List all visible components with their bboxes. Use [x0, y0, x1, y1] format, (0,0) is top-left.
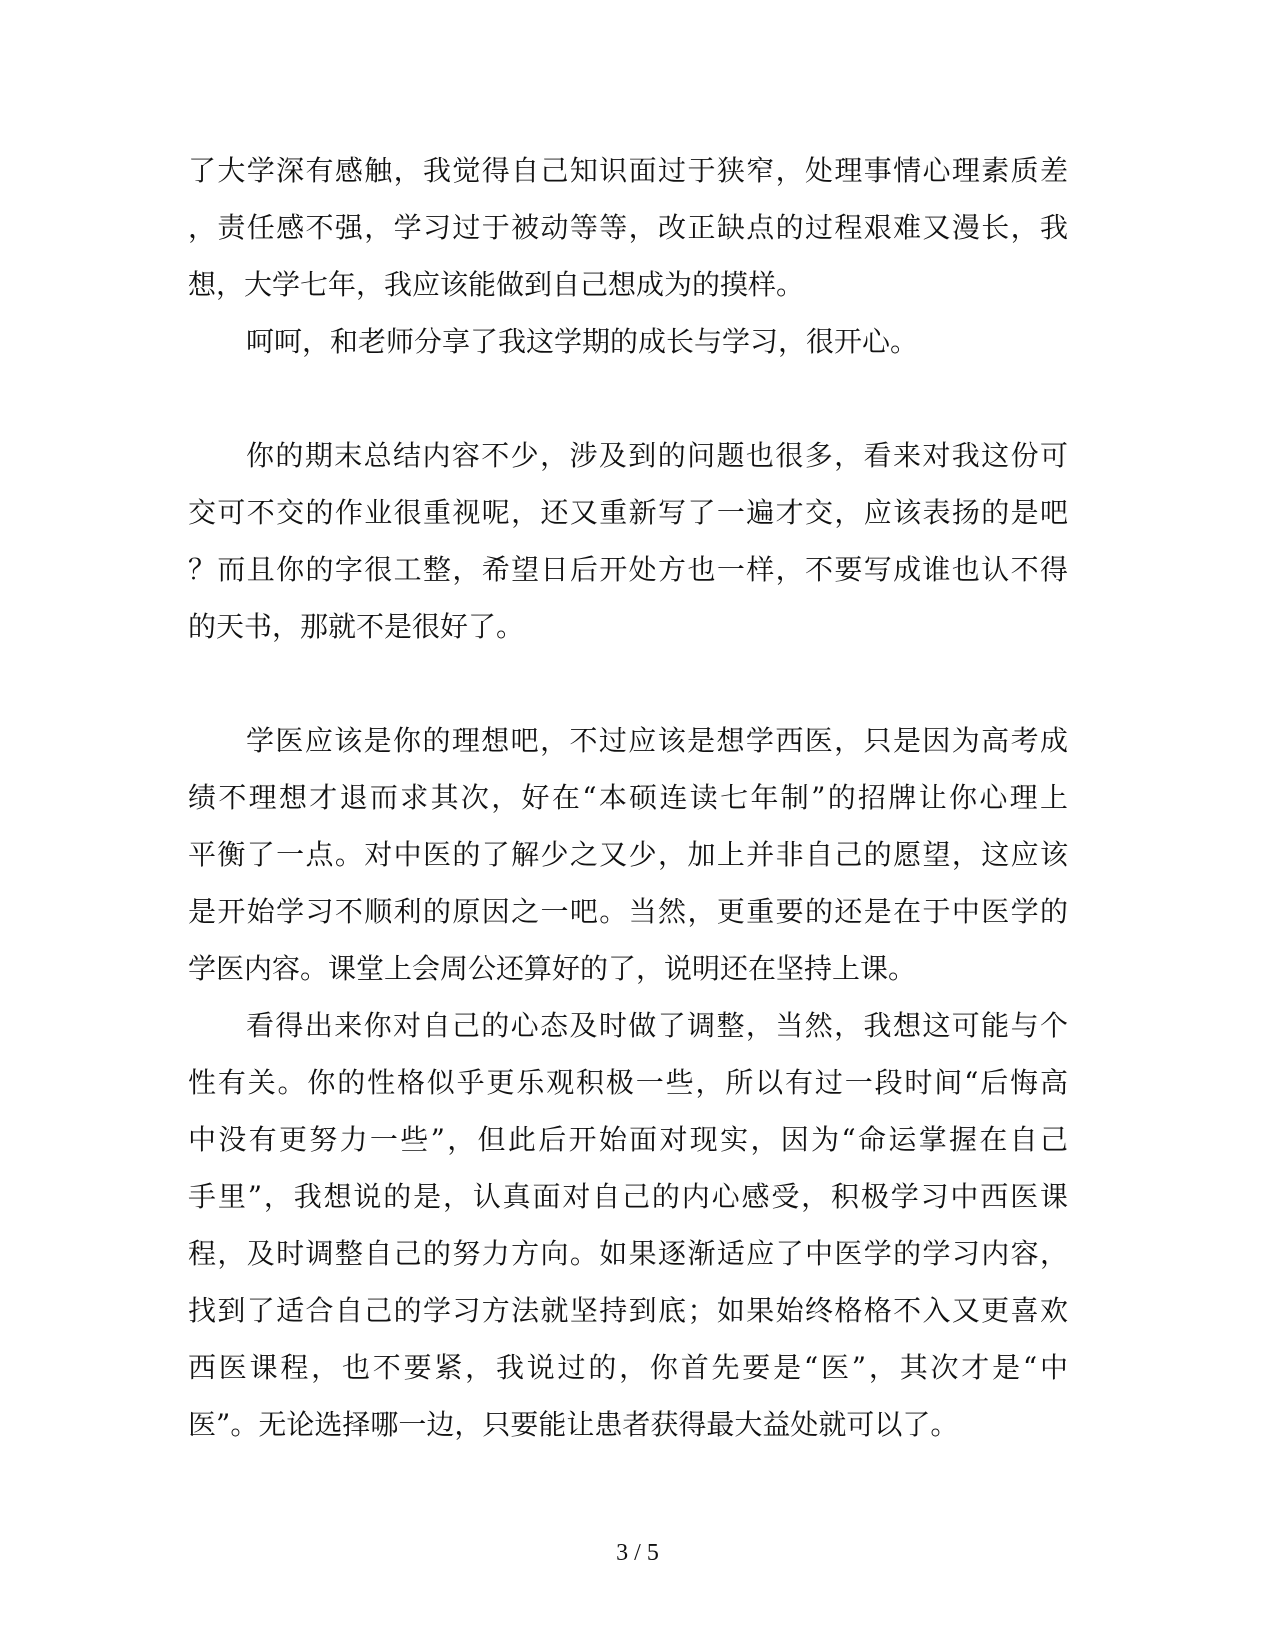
paragraph-line: 是开始学习不顺利的原因之一吧。当然，更重要的还是在于中医学的: [188, 895, 1068, 928]
paragraph-spacer: [188, 655, 1068, 712]
paragraph-line: 找到了适合自己的学习方法就坚持到底；如果始终格格不入又更喜欢: [188, 1294, 1068, 1327]
paragraph-line: 医”。无论选择哪一边，只要能让患者获得最大益处就可以了。: [188, 1408, 959, 1441]
paragraph-line: 程，及时调整自己的努力方向。如果逐渐适应了中医学的学习内容，: [188, 1237, 1068, 1270]
paragraph-line: 了大学深有感触，我觉得自己知识面过于狭窄，处理事情心理素质差: [188, 154, 1068, 187]
paragraph-line: 交可不交的作业很重视呢，还又重新写了一遍才交，应该表扬的是吧: [188, 496, 1068, 529]
paragraph-line: 手里”，我想说的是，认真面对自己的内心感受，积极学习中西医课: [188, 1180, 1068, 1213]
paragraph-line: 绩不理想才退而求其次，好在“本硕连读七年制”的招牌让你心理上: [188, 781, 1068, 814]
page-number: 3 / 5: [616, 1540, 659, 1566]
body-text: [188, 142, 1068, 1453]
paragraph-line: 学医内容。课堂上会周公还算好的了，说明还在坚持上课。: [188, 952, 917, 985]
paragraph-line: 性有关。你的性格似乎更乐观积极一些，所以有过一段时间“后悔高: [188, 1066, 1068, 1099]
paragraph-line: 学医应该是你的理想吧，不过应该是想学西医，只是因为高考成: [246, 724, 1068, 757]
paragraph-line: ，责任感不强，学习过于被动等等，改正缺点的过程艰难又漫长，我: [188, 211, 1068, 244]
paragraph-line: 西医课程，也不要紧，我说过的，你首先要是“医”，其次才是“中: [188, 1351, 1068, 1384]
paragraph-line: ？而且你的字很工整，希望日后开处方也一样，不要写成谁也认不得: [188, 553, 1068, 586]
paragraph-line: 平衡了一点。对中医的了解少之又少，加上并非自己的愿望，这应该: [188, 838, 1068, 871]
paragraph-line: 想，大学七年，我应该能做到自己想成为的摸样。: [188, 268, 805, 301]
paragraph-line: 你的期末总结内容不少，涉及到的问题也很多，看来对我这份可: [246, 439, 1068, 472]
paragraph-line: 中没有更努力一些”，但此后开始面对现实，因为“命运掌握在自己: [188, 1123, 1068, 1156]
paragraph-spacer: [188, 370, 1068, 427]
paragraph-line: 呵呵，和老师分享了我这学期的成长与学习，很开心。: [246, 325, 919, 358]
paragraph-line: 看得出来你对自己的心态及时做了调整，当然，我想这可能与个: [246, 1009, 1068, 1042]
paragraph-line: 的天书，那就不是很好了。: [188, 610, 525, 643]
